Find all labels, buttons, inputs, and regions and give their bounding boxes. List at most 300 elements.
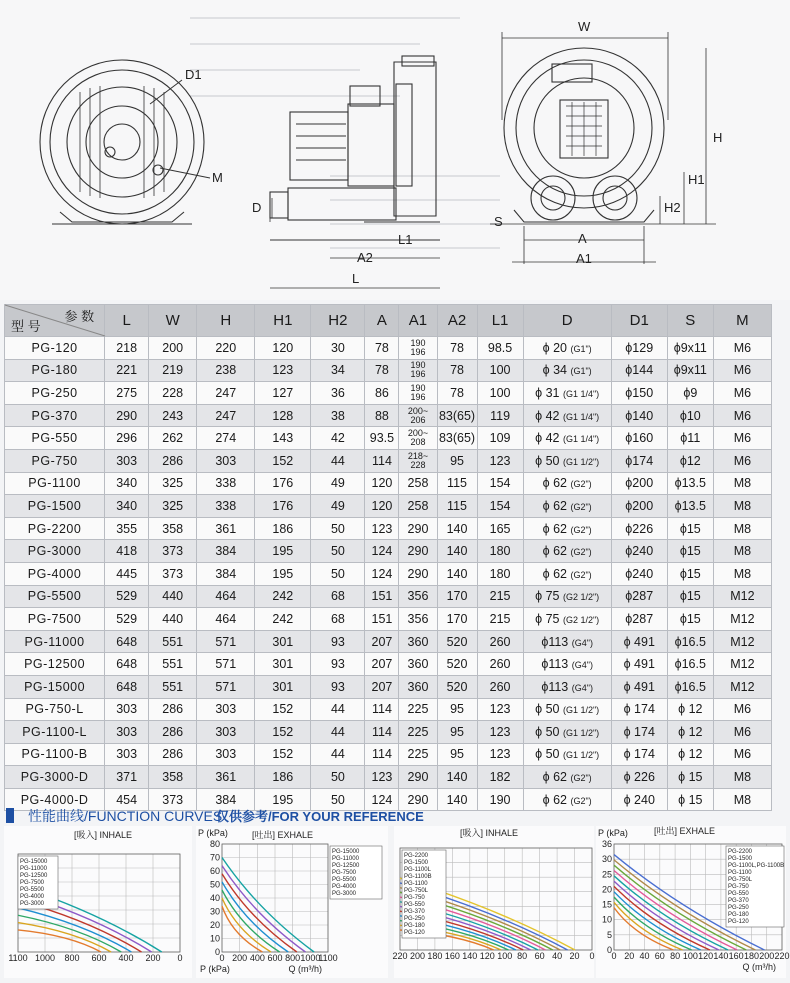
cell-l: 454 [105,788,149,811]
y-tick-label: 15 [601,899,612,910]
cell-h: 238 [197,359,255,382]
cell-a: 114 [365,698,399,721]
cell-h1: 301 [255,653,311,676]
cell-a1: 360 [399,675,437,698]
cell-m: M6 [713,359,771,382]
cell-w: 286 [149,449,197,472]
cell-h2: 36 [311,382,365,405]
cell-m: M6 [713,382,771,405]
cell-s: ϕ15 [667,585,713,608]
cell-h1: 242 [255,585,311,608]
cell-h2: 50 [311,540,365,563]
cell-m: M6 [713,743,771,766]
function-curves-header [6,804,766,826]
section-accent-bar [6,808,14,823]
cell-h2: 50 [311,766,365,789]
y-axis-label: P (kPa) [598,828,628,838]
col-header: H [197,305,255,337]
cell-s: ϕ 12 [667,743,713,766]
cell-d1: ϕ140 [611,404,667,427]
table-row [5,630,772,653]
cell-d: ϕ 50 (G1 1/2") [523,698,611,721]
x-tick-label: 600 [267,953,283,963]
table-row [5,449,772,472]
model-cell: PG-750 [5,449,105,472]
cell-a: 120 [365,495,399,518]
cell-m: M6 [713,698,771,721]
cell-h: 361 [197,766,255,789]
cell-a1: 360 [399,653,437,676]
table-row [5,427,772,450]
legend-entry: PG-550 [404,902,425,908]
cell-h2: 93 [311,675,365,698]
model-cell: PG-120 [5,337,105,360]
cell-m: M8 [713,788,771,811]
cell-s: ϕ13.5 [667,495,713,518]
legend-entry: PG-5500 [20,887,45,893]
cell-a1: 258 [399,472,437,495]
x-tick-label: 200 [409,951,425,961]
cell-d1: ϕ240 [611,540,667,563]
cell-l: 418 [105,540,149,563]
spec-table-body [5,337,772,811]
x-tick-label: 180 [743,951,759,961]
legend-entry: PG-750L [404,888,429,894]
chart-exhale-small-svg [596,826,790,978]
table-row [5,766,772,789]
y-tick-label: 40 [209,893,220,903]
cell-m: M6 [713,404,771,427]
cell-h2: 49 [311,495,365,518]
cell-d1: ϕ129 [611,337,667,360]
y-axis-label: P (kPa) [198,828,228,838]
cell-h: 384 [197,562,255,585]
cell-a2: 140 [437,540,477,563]
label-d1: D1 [185,67,202,82]
x-tick-label: 200 [759,951,775,961]
table-row [5,653,772,676]
cell-m: M8 [713,495,771,518]
cell-d: ϕ113 (G4") [523,630,611,653]
legend-entry: PG-12500 [332,863,360,869]
legend-entry: PG-7500 [332,870,357,876]
cell-h2: 38 [311,404,365,427]
cell-h1: 195 [255,562,311,585]
legend-entry: PG-120 [404,930,425,936]
legend-entry: PG-15000 [332,849,360,855]
y-tick-label: 0 [606,945,612,955]
cell-h: 303 [197,698,255,721]
y-tick-label: 20 [601,884,612,895]
chart-inhale-small [394,826,594,978]
legend-entry: PG-3000 [20,901,45,907]
cell-w: 200 [149,337,197,360]
col-header: A2 [437,305,477,337]
x-tick-label: 120 [698,951,714,961]
legend-entry: PG-11000 [20,866,47,872]
cell-l: 296 [105,427,149,450]
label-h: H [713,130,723,145]
cell-s: ϕ 15 [667,766,713,789]
cell-h: 384 [197,540,255,563]
cell-a: 124 [365,562,399,585]
model-cell: PG-180 [5,359,105,382]
cell-a2: 95 [437,449,477,472]
cell-h1: 186 [255,517,311,540]
table-corner-header: 参 数 型 号 [5,305,105,337]
cell-h2: 42 [311,427,365,450]
cell-w: 440 [149,585,197,608]
cell-a1: 290 [399,517,437,540]
legend-entry: PG-15000 [20,859,48,865]
cell-l1: 123 [477,743,523,766]
y-tick-label: 30 [601,854,612,865]
cell-h: 303 [197,743,255,766]
cell-d1: ϕ174 [611,449,667,472]
x-axis-left-label: P (kPa) [200,964,230,974]
cell-a2: 115 [437,495,477,518]
label-l: L [352,271,360,286]
cell-l1: 100 [477,382,523,405]
cell-s: ϕ16.5 [667,630,713,653]
model-cell: PG-550 [5,427,105,450]
legend-entry: PG-2200 [404,853,429,859]
cell-h2: 44 [311,698,365,721]
cell-d: ϕ 62 (G2") [523,495,611,518]
cell-d: ϕ 62 (G2") [523,517,611,540]
cell-d: ϕ 75 (G2 1/2") [523,608,611,631]
cell-a1: 225 [399,698,437,721]
cell-s: ϕ15 [667,517,713,540]
x-tick-label: 800 [64,953,80,963]
label-a: A [578,231,587,246]
cell-h1: 128 [255,404,311,427]
cell-a: 123 [365,517,399,540]
chart-title: [吐出] EXHALE [654,826,716,836]
legend-entry: PG-4000 [20,894,45,900]
cell-d: ϕ 20 (G1") [523,337,611,360]
cell-a1: 225 [399,721,437,744]
cell-w: 373 [149,788,197,811]
cell-a1: 290 [399,766,437,789]
cell-h: 361 [197,517,255,540]
cell-h: 220 [197,337,255,360]
cell-a1: 356 [399,585,437,608]
model-cell: PG-1100-L [5,721,105,744]
cell-a2: 140 [437,788,477,811]
series-curve [222,858,314,953]
cell-m: M8 [713,766,771,789]
x-tick-label: 40 [639,951,650,961]
cell-l: 340 [105,495,149,518]
cell-s: ϕ10 [667,404,713,427]
side-view [270,56,440,240]
model-cell: PG-1500 [5,495,105,518]
cell-s: ϕ16.5 [667,653,713,676]
legend-entry: PG-3000 [332,891,357,897]
cell-h: 464 [197,608,255,631]
section-title: 性能曲线/FUNCTION CURVES [28,808,223,824]
legend-entry: PG-180 [728,912,749,918]
x-tick-label: 140 [462,951,478,961]
cell-h: 464 [197,585,255,608]
cell-m: M12 [713,585,771,608]
cell-l1: 100 [477,359,523,382]
x-tick-label: 220 [774,951,790,961]
x-tick-label: 100 [682,951,698,961]
x-tick-label: 400 [249,953,265,963]
cell-d1: ϕ 240 [611,788,667,811]
chart-title: [吐出] EXHALE [252,830,314,840]
cell-d1: ϕ 491 [611,675,667,698]
col-header: L [105,305,149,337]
col-header: D [523,305,611,337]
legend-entry: PG-4000 [332,884,357,890]
rear-view [504,48,664,222]
x-tick-label: 400 [118,953,134,963]
cell-a: 93.5 [365,427,399,450]
chart-exhale-large-svg [196,826,388,978]
table-row [5,337,772,360]
cell-d: ϕ 42 (G1 1/4") [523,427,611,450]
cell-a: 207 [365,653,399,676]
legend-entry: PG-250 [404,916,425,922]
cell-l1: 98.5 [477,337,523,360]
x-tick-label: 160 [728,951,744,961]
model-cell: PG-4000 [5,562,105,585]
table-row [5,562,772,585]
cell-a2: 520 [437,675,477,698]
chart-exhale-large [196,826,388,978]
legend-entry: PG-11000 [332,856,359,862]
y-tick-label: 20 [209,920,220,930]
cell-a1: 190 196 [399,359,437,382]
col-header: A1 [399,305,437,337]
cell-a: 88 [365,404,399,427]
cell-l1: 165 [477,517,523,540]
cell-a2: 520 [437,653,477,676]
cell-a2: 95 [437,698,477,721]
table-row [5,721,772,744]
cell-h2: 44 [311,449,365,472]
chart-inhale-large [4,826,192,978]
cell-h1: 186 [255,766,311,789]
cell-w: 551 [149,653,197,676]
table-row [5,517,772,540]
label-s: S [494,214,503,229]
cell-a: 114 [365,721,399,744]
chart-title: [吸入] INHALE [460,828,519,838]
label-d: D [252,200,262,215]
legend-entry: PG-370 [728,898,749,904]
cell-d1: ϕ226 [611,517,667,540]
table-row [5,698,772,721]
x-tick-label: 120 [479,951,495,961]
cell-a1: 200~ 206 [399,404,437,427]
x-tick-label: 1000 [34,953,56,963]
section-reference: 仅供参考/FOR YOUR REFERENCE [216,809,424,824]
cell-d1: ϕ200 [611,495,667,518]
y-tick-label: 60 [209,866,220,876]
x-tick-label: 1100 [318,953,338,963]
x-tick-label: 0 [177,953,183,963]
model-cell: PG-4000-D [5,788,105,811]
cell-l: 648 [105,675,149,698]
cell-m: M8 [713,472,771,495]
cell-a2: 83(65) [437,427,477,450]
cell-l1: 180 [477,540,523,563]
label-w: W [578,19,591,34]
cell-h1: 152 [255,743,311,766]
table-row [5,675,772,698]
cell-d1: ϕ240 [611,562,667,585]
cell-s: ϕ9x11 [667,337,713,360]
cell-d: ϕ 42 (G1 1/4") [523,404,611,427]
y-tick-label: 50 [209,879,220,890]
cell-h2: 93 [311,630,365,653]
chart-exhale-small [596,826,790,978]
cell-l: 355 [105,517,149,540]
cell-a1: 190 196 [399,337,437,360]
col-header: H2 [311,305,365,337]
cell-a1: 190 196 [399,382,437,405]
cell-h: 338 [197,472,255,495]
cell-a: 124 [365,788,399,811]
cell-w: 358 [149,766,197,789]
cell-a: 151 [365,608,399,631]
cell-d: ϕ 75 (G2 1/2") [523,585,611,608]
cell-l: 221 [105,359,149,382]
model-cell: PG-7500 [5,608,105,631]
cell-h2: 34 [311,359,365,382]
cell-h1: 120 [255,337,311,360]
cell-a2: 140 [437,517,477,540]
cell-a: 114 [365,743,399,766]
cell-d1: ϕ200 [611,472,667,495]
cell-d: ϕ113 (G4") [523,675,611,698]
label-a2: A2 [357,250,373,265]
y-tick-label: 10 [209,933,220,944]
cell-h1: 127 [255,382,311,405]
cell-m: M12 [713,653,771,676]
x-tick-label: 0 [589,951,595,961]
legend-entry: PG-180 [404,923,425,929]
cell-m: M6 [713,427,771,450]
cell-d1: ϕ 491 [611,630,667,653]
cell-a1: 360 [399,630,437,653]
model-cell: PG-5500 [5,585,105,608]
cell-l: 648 [105,630,149,653]
cell-s: ϕ9x11 [667,359,713,382]
cell-a: 124 [365,540,399,563]
cell-d1: ϕ287 [611,585,667,608]
cell-w: 228 [149,382,197,405]
model-cell: PG-15000 [5,675,105,698]
legend-entry: PG-1100B [404,874,432,880]
cell-d1: ϕ 226 [611,766,667,789]
x-tick-label: 40 [552,951,563,961]
cell-l1: 215 [477,585,523,608]
cell-d: ϕ 34 (G1") [523,359,611,382]
cell-l: 303 [105,721,149,744]
cell-d1: ϕ144 [611,359,667,382]
cell-d1: ϕ287 [611,608,667,631]
cell-w: 440 [149,608,197,631]
chart-inhale-large-svg [4,826,192,978]
cell-a2: 78 [437,337,477,360]
cell-l1: 215 [477,608,523,631]
legend-entry: PG-750 [404,895,425,901]
cell-a: 207 [365,675,399,698]
cell-a: 78 [365,359,399,382]
cell-l1: 154 [477,472,523,495]
legend-entry: PG-120 [728,919,749,925]
cell-a: 78 [365,337,399,360]
chart-title: [吸入] INHALE [74,830,133,840]
cell-d: ϕ 62 (G2") [523,562,611,585]
cell-d: ϕ 62 (G2") [523,540,611,563]
cell-h: 571 [197,675,255,698]
cell-a: 86 [365,382,399,405]
cell-m: M6 [713,449,771,472]
cell-h1: 176 [255,495,311,518]
col-header: D1 [611,305,667,337]
cell-d: ϕ 62 (G2") [523,788,611,811]
cell-d1: ϕ 491 [611,653,667,676]
cell-w: 262 [149,427,197,450]
y-tick-label: 36 [601,839,612,849]
cell-h2: 44 [311,743,365,766]
model-cell: PG-1100-B [5,743,105,766]
model-cell: PG-370 [5,404,105,427]
cell-l: 303 [105,449,149,472]
cell-h1: 301 [255,630,311,653]
cell-h1: 176 [255,472,311,495]
cell-d1: ϕ 174 [611,698,667,721]
cell-h: 274 [197,427,255,450]
cell-h2: 49 [311,472,365,495]
x-tick-label: 220 [392,951,408,961]
cell-h2: 44 [311,721,365,744]
cell-h1: 143 [255,427,311,450]
cell-l1: 180 [477,562,523,585]
legend-entry: PG-370 [404,909,425,915]
cell-m: M6 [713,337,771,360]
cell-d: ϕ 50 (G1 1/2") [523,743,611,766]
cell-l1: 260 [477,630,523,653]
cell-s: ϕ9 [667,382,713,405]
cell-h: 247 [197,404,255,427]
cell-s: ϕ15 [667,540,713,563]
cell-l: 340 [105,472,149,495]
cell-m: M8 [713,540,771,563]
col-header: H1 [255,305,311,337]
legend-entry: PG-1100 [404,881,428,887]
model-cell: PG-12500 [5,653,105,676]
cell-h1: 301 [255,675,311,698]
cell-a: 114 [365,449,399,472]
cell-w: 551 [149,630,197,653]
y-tick-label: 5 [606,929,612,940]
table-row [5,382,772,405]
table-row [5,540,772,563]
cell-d1: ϕ 174 [611,743,667,766]
cell-m: M6 [713,721,771,744]
cell-w: 243 [149,404,197,427]
model-cell: PG-1100 [5,472,105,495]
x-tick-label: 60 [654,951,665,961]
cell-a2: 78 [437,359,477,382]
